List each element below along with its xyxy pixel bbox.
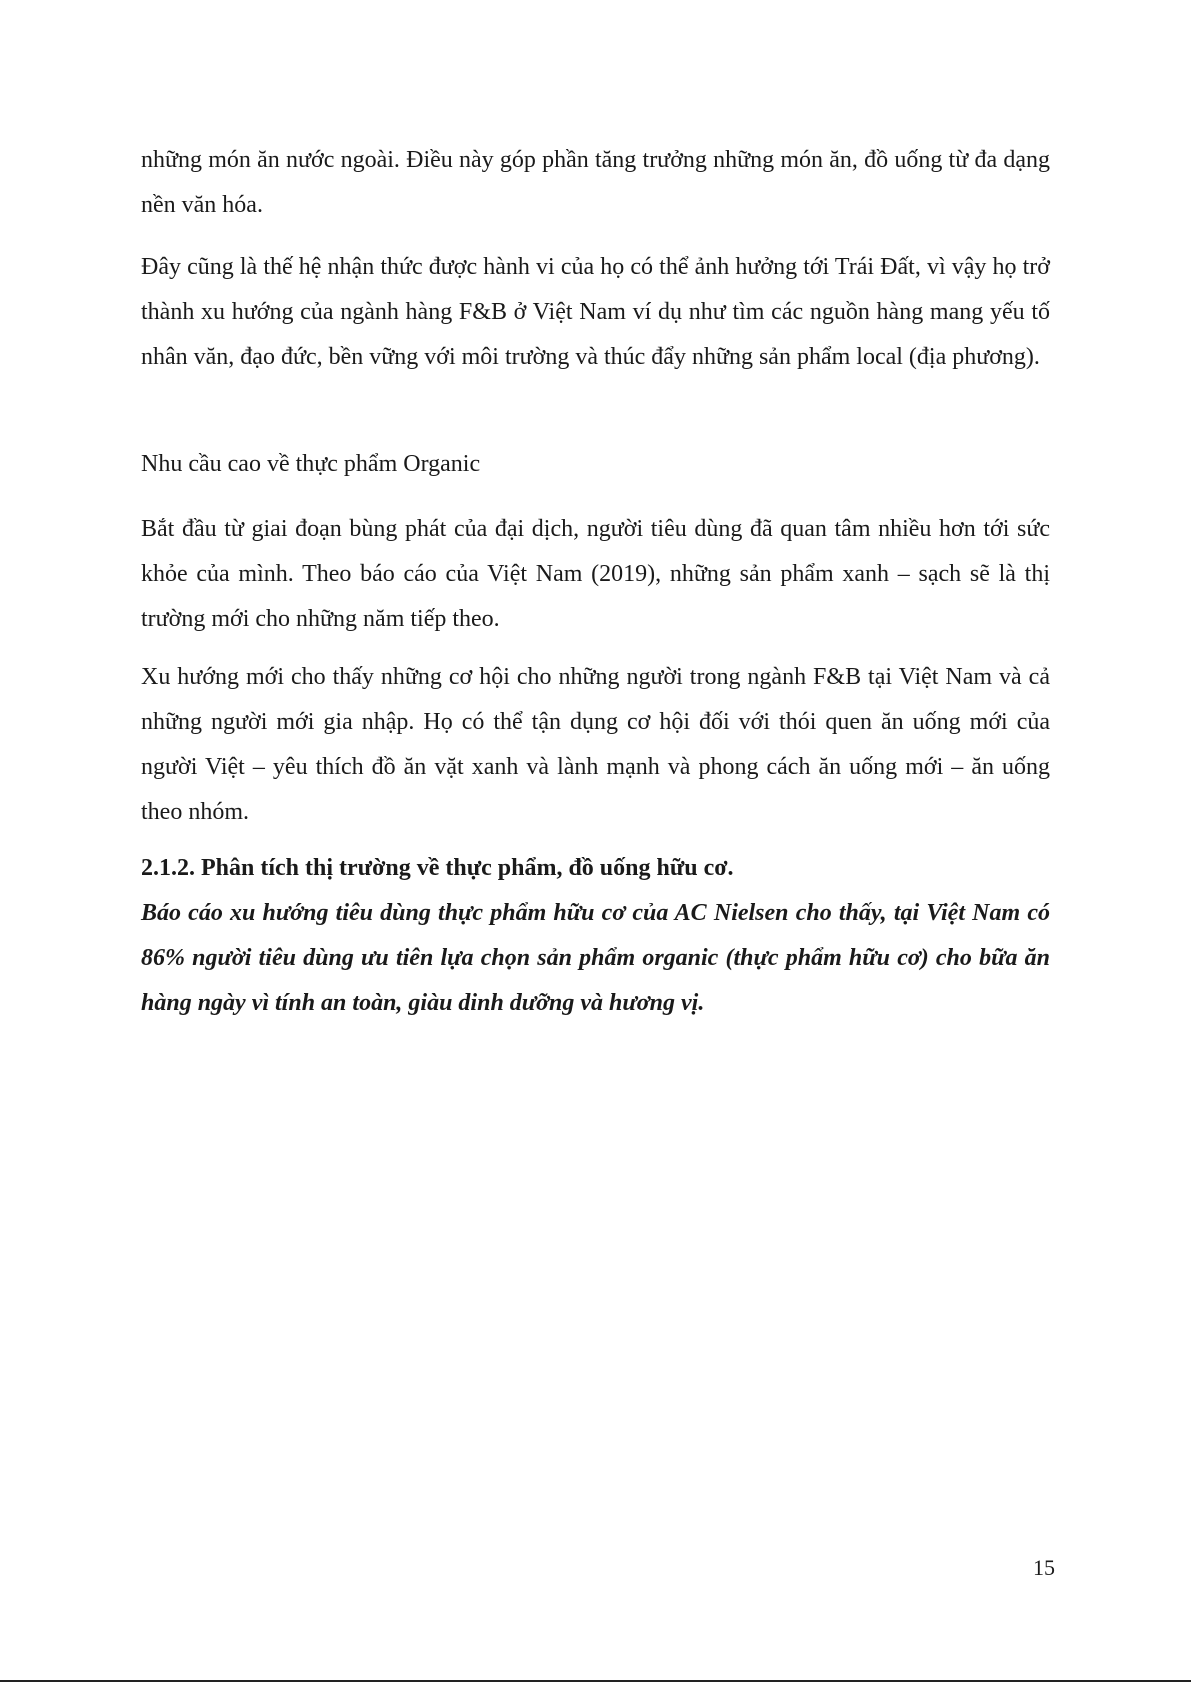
paragraph-pandemic-health: Bắt đầu từ giai đoạn bùng phát của đại dịch, người tiêu dùng đã quan tâm nhiều hơn tới sức khỏe của mình. Theo báo cáo của Việt Nam (2019), những sản phẩm xanh – sạch sẽ là thị trường mới cho những năm tiếp theo. [141,516,1050,632]
highlight-paragraph: Báo cáo xu hướng tiêu dùng thực phẩm hữu cơ của AC Nielsen cho thấy, tại Việt Nam có 86% người tiêu dùng ưu tiên lựa chọn sản phẩm organic (thực phẩm hữu cơ) cho bữa ăn hàng ngày vì tính an toàn, giàu dinh dưỡng và hương vị. [141,900,1050,1016]
subheading-organic-demand: Nhu cầu cao về thực phẩm Organic [141,451,481,477]
section-heading: 2.1.2. Phân tích thị trường về thực phẩm, đồ uống hữu cơ. [141,855,734,881]
paragraph-generation-awareness: Đây cũng là thế hệ nhận thức được hành vi của họ có thể ảnh hưởng tới Trái Đất, vì vậy họ trở thành xu hướng của ngành hàng F&B ở Việt Nam ví dụ như tìm các nguồn hàng mang yếu tố nhân văn, đạo đức, bền vững với môi trường và thúc đẩy những sản phẩm local (địa phương). [141,254,1050,370]
paragraph-new-trends: Xu hướng mới cho thấy những cơ hội cho những người trong ngành F&B tại Việt Nam và cả những người mới gia nhập. Họ có thể tận dụng cơ hội đối với thói quen ăn uống mới của người Việt – yêu thích đồ ăn vặt xanh và lành mạnh và phong cách ăn uống mới – ăn uống theo nhóm. [141,664,1050,825]
bottom-rule [0,1680,1191,1682]
paragraph-cuisine-diversity: những món ăn nước ngoài. Điều này góp phần tăng trưởng những món ăn, đồ uống từ đa dạng nền văn hóa. [141,147,1050,218]
page-number: 15 [1033,1555,1055,1580]
